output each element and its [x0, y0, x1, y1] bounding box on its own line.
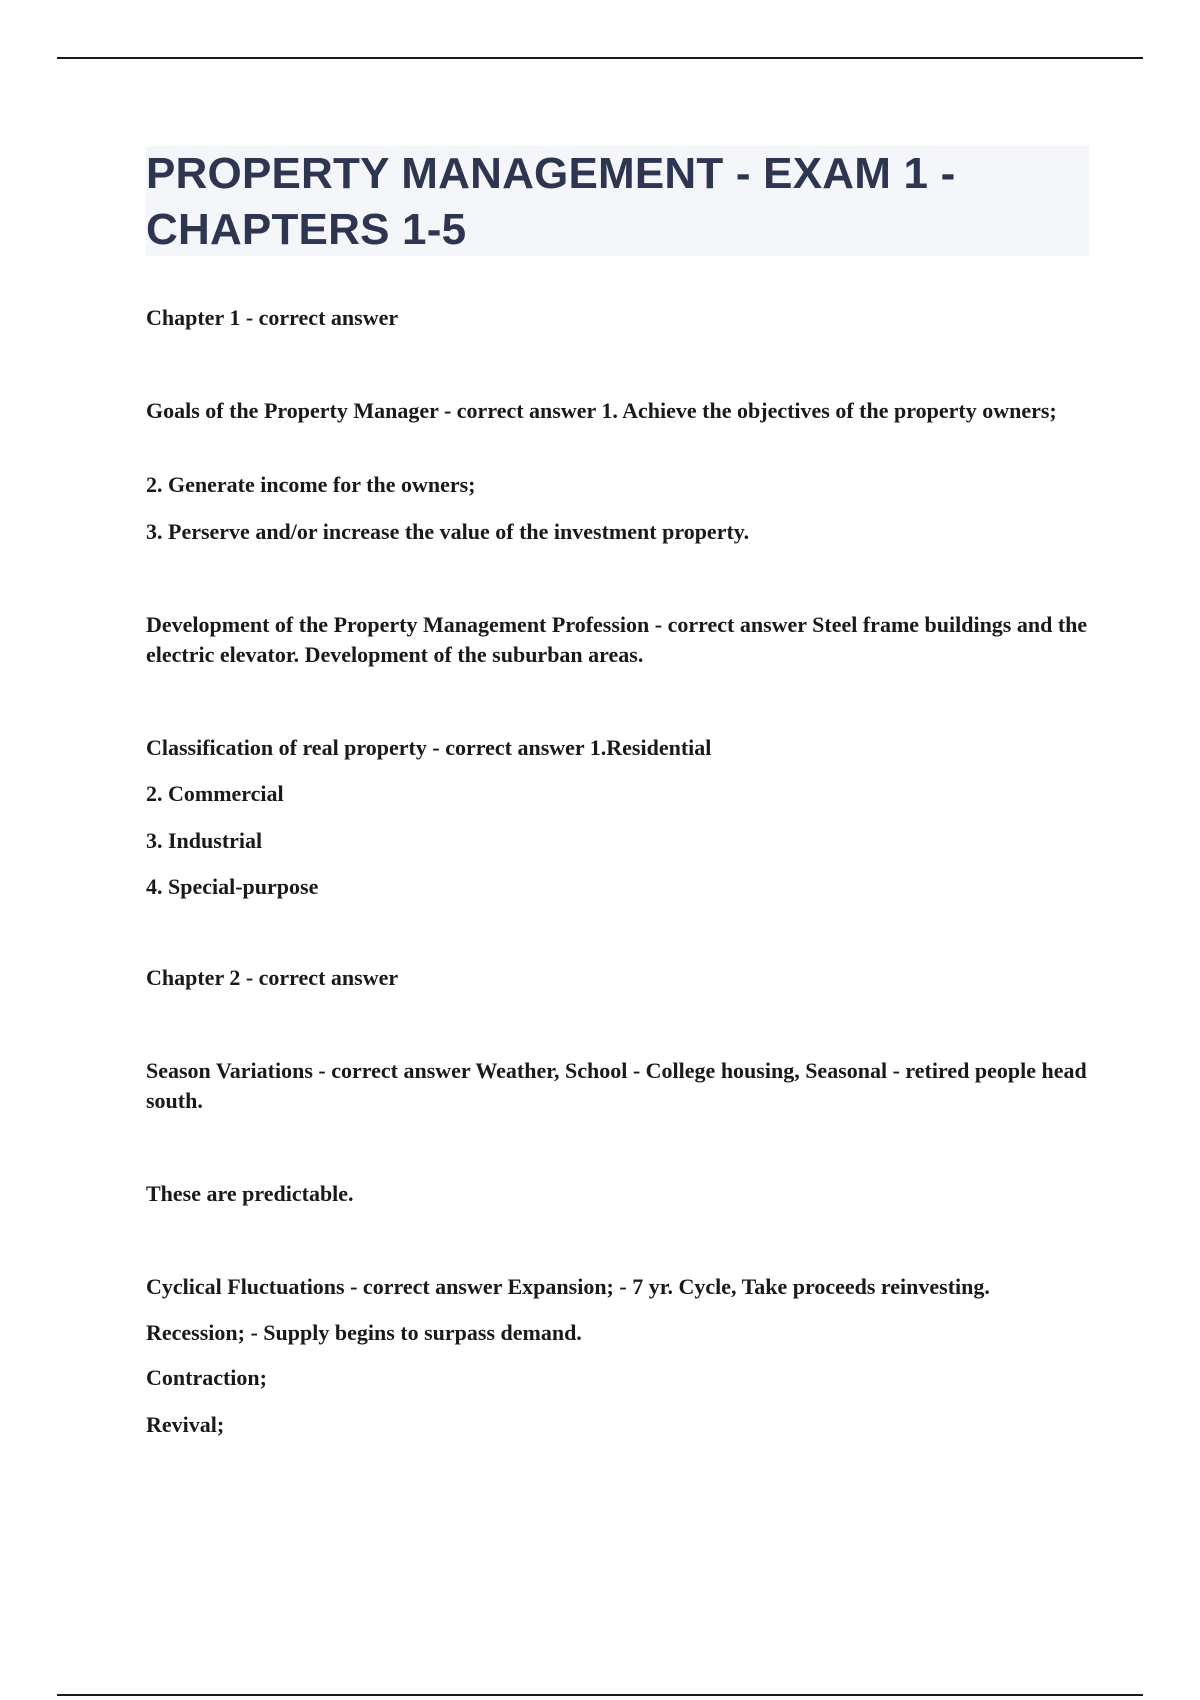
goal-3: 3. Perserve and/or increase the value of the investment property. [146, 519, 750, 544]
classification-of-real-property: Classification of real property - correct answer 1.Residential [146, 735, 712, 760]
bottom-rule [57, 1694, 1143, 1696]
cycle-recession: Recession; - Supply begins to surpass demand. [146, 1320, 582, 1345]
cycle-revival: Revival; [146, 1412, 225, 1437]
title-line-1: PROPERTY MANAGEMENT - EXAM 1 - [146, 149, 956, 198]
season-variations: Season Variations - correct answer Weather, School - College housing, Seasonal - retired people head south. [146, 1058, 1087, 1113]
cyclical-fluctuations: Cyclical Fluctuations - correct answer Expansion; - 7 yr. Cycle, Take proceeds reinvesting. [146, 1274, 990, 1299]
goal-2: 2. Generate income for the owners; [146, 472, 476, 497]
classification-3: 3. Industrial [146, 828, 263, 853]
classification-4: 4. Special-purpose [146, 874, 319, 899]
chapter-1-heading: Chapter 1 - correct answer [146, 305, 399, 330]
top-rule [57, 57, 1143, 59]
development-of-profession: Development of the Property Management Profession - correct answer Steel frame buildings and the electric elevator. Development of the suburban areas. [146, 612, 1088, 667]
title-block [146, 146, 1089, 256]
predictable-note: These are predictable. [146, 1181, 354, 1206]
document-title [146, 146, 1089, 258]
goals-of-property-manager: Goals of the Property Manager - correct answer 1. Achieve the objectives of the property owners; [146, 398, 1057, 423]
chapter-2-heading: Chapter 2 - correct answer [146, 965, 399, 990]
title-line-2: CHAPTERS 1-5 [146, 205, 467, 254]
classification-2: 2. Commercial [146, 781, 284, 806]
cycle-contraction: Contraction; [146, 1365, 267, 1390]
